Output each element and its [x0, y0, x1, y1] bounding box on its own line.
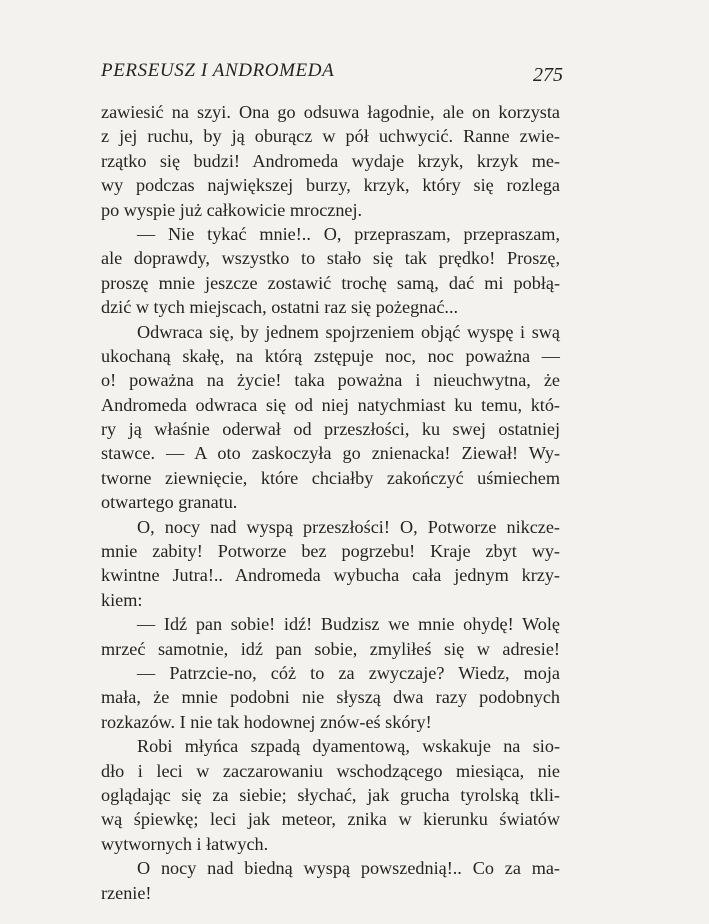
- text-line: rzątko się budzi! Andromeda wydaje krzyk, krzyk me-: [101, 150, 560, 171]
- text-line: Robi młyńca szpadą dyamentową, wskakuje na sio-: [137, 736, 560, 757]
- text-line: mrzeć samotnie, idź pan sobie, zmyliłeś się w adresie!: [101, 638, 560, 659]
- text-line: — Nie tykać mnie!.. O, przepraszam, przepraszam,: [137, 223, 560, 244]
- text-line: mała, że mnie podobni nie słyszą dwa razy podobnych: [101, 687, 560, 708]
- text-line: Andromeda odwraca się od niej natychmiast ku temu, któ-: [101, 394, 560, 415]
- text-line: mnie zabity! Potworze bez pogrzebu! Kraje zbyt wy-: [101, 541, 560, 562]
- text-line: — Patrzcie-no, cóż to za zwyczaje? Wiedz, moja: [137, 662, 560, 683]
- text-line: po wyspie już całkowicie mrocznej.: [101, 199, 363, 220]
- text-line: stawce. — A oto zaskoczyła go znienacka! Ziewał! Wy-: [101, 443, 560, 464]
- text-line: rzenie!: [101, 882, 152, 903]
- text-line: O, nocy nad wyspą przeszłości! O, Potworze nikcze-: [137, 516, 560, 537]
- text-line: O nocy nad biedną wyspą powszednią!.. Co za ma-: [137, 858, 560, 879]
- body-text: [101, 100, 560, 905]
- text-line: dzić w tych miejscach, ostatni raz się pożegnać...: [101, 297, 459, 318]
- text-line: ukochaną skałę, na którą zstępuje noc, noc poważna —: [101, 345, 560, 366]
- text-line: zawiesić na szyi. Ona go odsuwa łagodnie, ale on korzysta: [101, 102, 560, 122]
- text-line: — Idź pan sobie! idź! Budzisz we mnie ohydę! Wolę: [137, 614, 560, 635]
- text-line: ale doprawdy, wszystko to stało się tak prędko! Proszę,: [101, 248, 560, 269]
- running-head-title: PERSEUSZ I ANDROMEDA: [101, 60, 335, 81]
- text-line: ry ją właśnie oderwał od przeszłości, ku swej ostatniej: [101, 419, 560, 440]
- text-line: kiem:: [101, 589, 143, 610]
- text-line: z jej ruchu, by ją oburącz w pół uchwycić. Ranne zwie-: [101, 126, 560, 147]
- text-line: wytwornych i łatwych.: [101, 833, 269, 854]
- text-line: wą śpiewkę; leci jak meteor, znika w kierunku światów: [101, 809, 560, 830]
- text-line: otwartego granatu.: [101, 492, 238, 513]
- text-line: o! poważna na życie! taka poważna i nieuchwytna, że: [101, 370, 560, 391]
- text-line: rozkazów. I nie tak hodownej znów-eś skóry!: [101, 711, 432, 732]
- text-line: wy podczas największej burzy, krzyk, który się rozlega: [101, 175, 560, 196]
- page-number: 275: [533, 64, 563, 86]
- text-line: tworne ziewnięcie, które chciałby zakończyć uśmiechem: [101, 467, 560, 488]
- text-line: Odwraca się, by jednem spojrzeniem objąć wyspę i swą: [137, 321, 560, 342]
- text-line: kwintne Jutra!.. Andromeda wybucha cała jednym krzy-: [101, 565, 560, 586]
- text-line: proszę mnie jeszcze zostawić trochę samą, dać mi pobłą-: [101, 272, 560, 293]
- text-line: oglądając się za siebie; słychać, jak grucha tyrolską tkli-: [101, 784, 560, 805]
- text-line: dło i leci w zaczarowaniu wschodzącego miesiąca, nie: [101, 760, 560, 781]
